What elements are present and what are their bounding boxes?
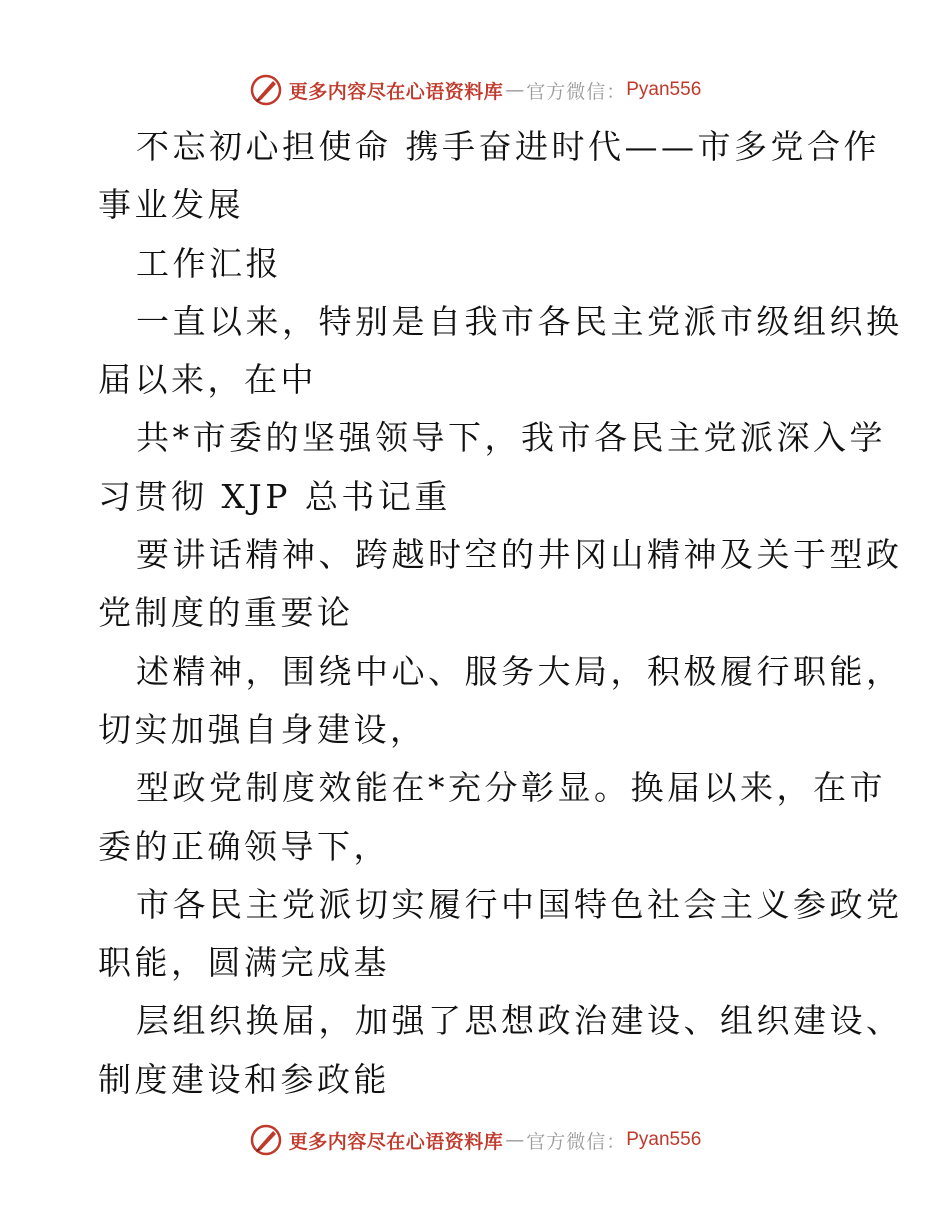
text-line: 职能，圆满完成基 (98, 943, 390, 983)
banner-wechat-id: Pyan556 (626, 79, 702, 100)
text-line: 共*市委的坚强领导下，我市各民主党派深入学 (136, 418, 886, 458)
banner-separator: — (505, 79, 525, 101)
banner-text: 更多内容尽在心语资料库 (288, 1130, 504, 1153)
text-line: 述精神，围绕中心、服务大局，积极履行职能， (136, 651, 903, 691)
banner-wechat-id: Pyan556 (626, 1129, 702, 1150)
text-line: 事业发展 (98, 185, 244, 225)
text-line: 届以来，在中 (98, 360, 317, 400)
text-line: 党制度的重要论 (98, 593, 354, 633)
text-line: 委的正确领导下， (98, 826, 390, 866)
quill-pen-logo-icon (249, 73, 283, 107)
text-line: 型政党制度效能在*充分彰显。换届以来，在市 (136, 768, 886, 808)
text-line: 市各民主党派切实履行中国特色社会主义参政党 (136, 884, 903, 924)
banner-wechat-label: 官方微信： (526, 80, 627, 103)
header-watermark-banner (0, 70, 950, 110)
text-line: 习贯彻 XJP 总书记重 (98, 476, 451, 516)
text-line: 要讲话精神、跨越时空的井冈山精神及关于型政 (136, 535, 903, 575)
document-body (98, 118, 903, 1109)
banner-separator: — (505, 1129, 525, 1151)
footer-watermark-banner (0, 1120, 950, 1160)
banner-wechat-label: 官方微信： (526, 1130, 627, 1153)
text-line: 工作汇报 (136, 243, 282, 283)
text-line: 一直以来，特别是自我市各民主党派市级组织换 (136, 301, 903, 341)
text-line: 层组织换届，加强了思想政治建设、组织建设、 (136, 1001, 903, 1041)
text-line: 切实加强自身建设， (98, 709, 427, 749)
text-line: 制度建设和参政能 (98, 1059, 390, 1099)
text-line: 不忘初心担使命 携手奋进时代——市多党合作 (136, 127, 880, 166)
banner-text: 更多内容尽在心语资料库 (288, 80, 504, 103)
quill-pen-logo-icon (249, 1123, 283, 1157)
